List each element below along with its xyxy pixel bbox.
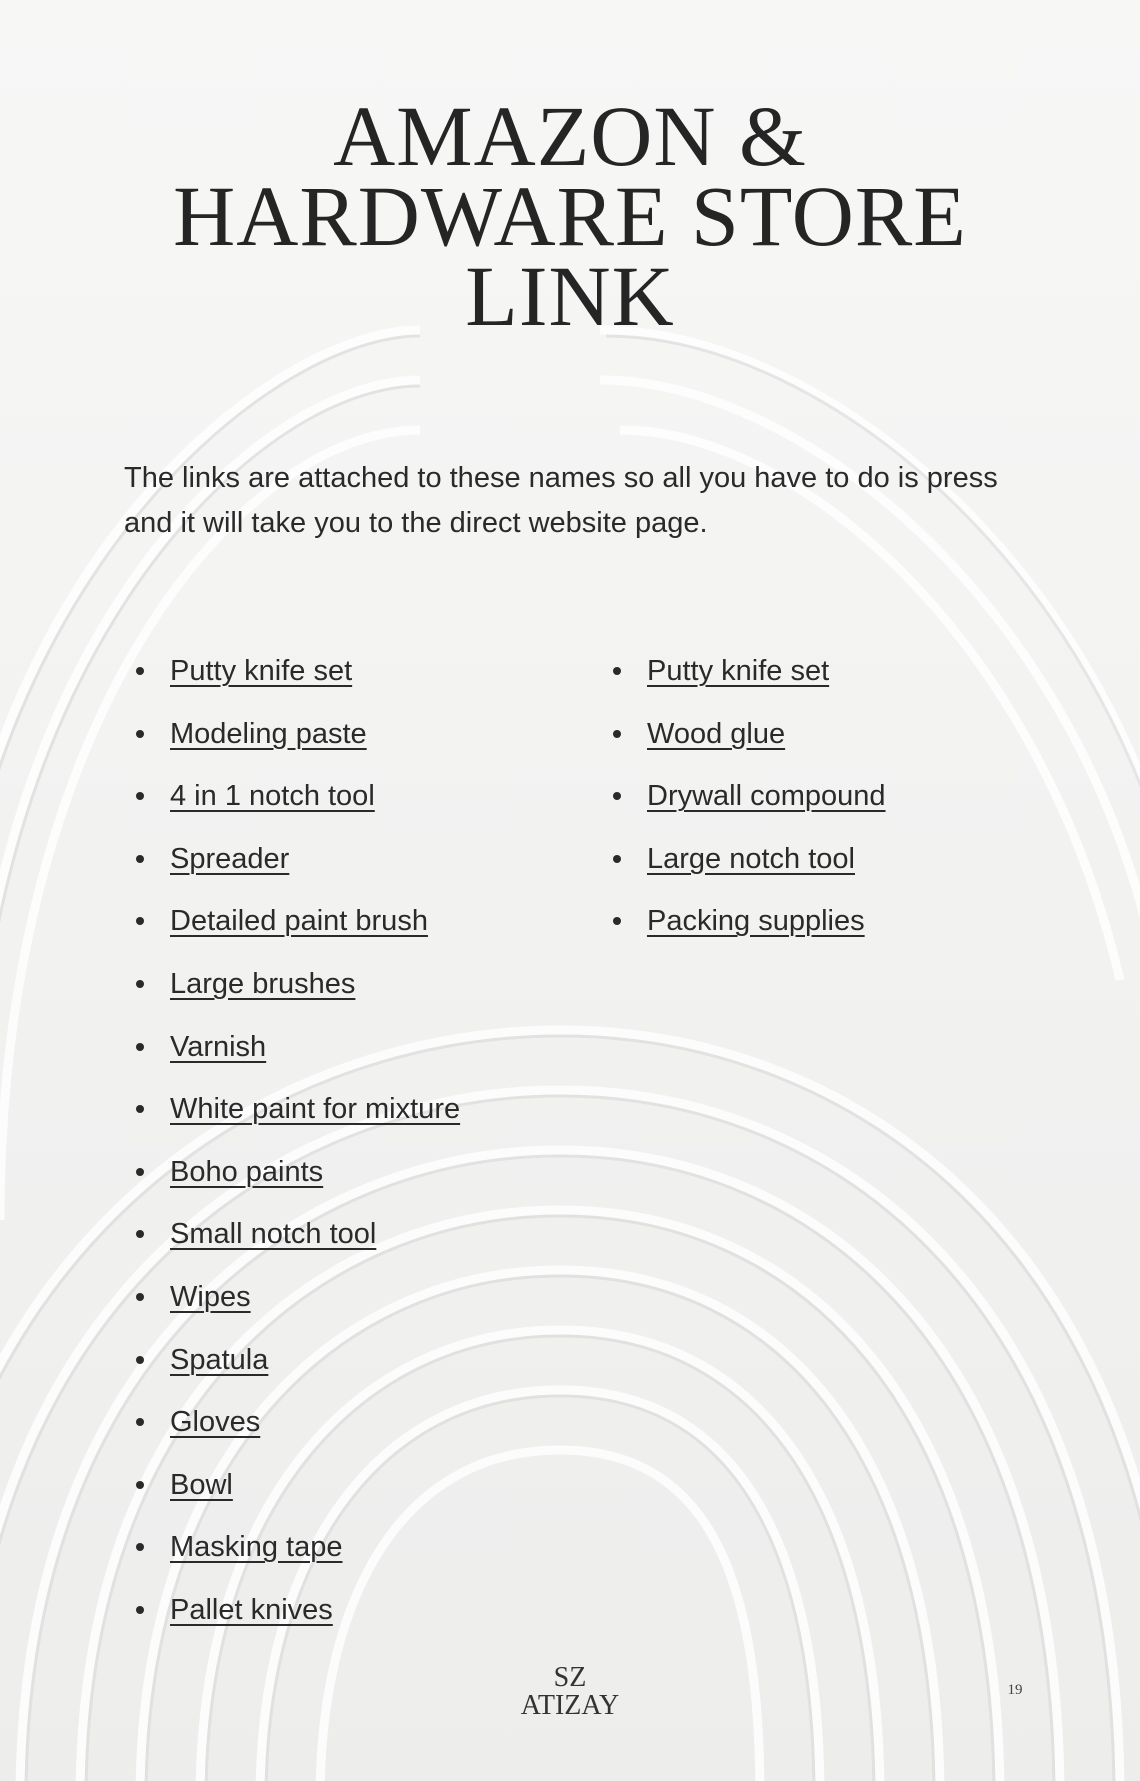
link-gloves[interactable]: Gloves (170, 1406, 261, 1439)
link-varnish[interactable]: Varnish (170, 1030, 267, 1063)
list-item (132, 1276, 460, 1339)
link-putty-knife-set[interactable]: Putty knife set (170, 655, 353, 687)
list-item (132, 1339, 460, 1402)
bullet-icon (613, 792, 621, 800)
bullet-icon (613, 917, 621, 925)
list-item (132, 1088, 460, 1151)
list-item (132, 963, 460, 1026)
list-item (132, 900, 460, 963)
list-item (609, 900, 886, 963)
list-item (132, 1589, 460, 1652)
brand-logo (470, 1664, 670, 1720)
bullet-icon (136, 1356, 144, 1364)
link-white-paint-for-mixture[interactable]: White paint for mixture (170, 1093, 461, 1126)
page-title (0, 88, 1140, 344)
list-item (609, 775, 886, 838)
list-item (609, 713, 886, 776)
logo-line-2: ATIZAY (520, 1690, 620, 1721)
bullet-icon (136, 1105, 144, 1113)
link-boho-paints[interactable]: Boho paints (170, 1155, 324, 1188)
bullet-icon (613, 730, 621, 738)
bullet-icon (136, 1543, 144, 1551)
bullet-icon (136, 1418, 144, 1426)
link-detailed-paint-brush[interactable]: Detailed paint brush (170, 905, 428, 938)
link-spreader[interactable]: Spreader (170, 842, 290, 875)
list-item (132, 1213, 460, 1276)
bullet-icon (136, 1230, 144, 1238)
bullet-icon (136, 730, 144, 738)
list-item (609, 838, 886, 901)
link-list-left (132, 650, 460, 1652)
bullet-icon (136, 667, 144, 675)
list-item (132, 1464, 460, 1527)
page-title-line-3: LINK (465, 248, 675, 344)
link-wipes[interactable]: Wipes (170, 1280, 251, 1313)
link-spatula[interactable]: Spatula (170, 1343, 269, 1376)
page-number: 19 (1007, 1682, 1023, 1698)
list-item (132, 838, 460, 901)
list-item (609, 650, 886, 713)
bullet-icon (613, 667, 621, 675)
link-large-notch-tool[interactable]: Large notch tool (647, 842, 855, 875)
list-item (132, 650, 460, 713)
bullet-icon (136, 1168, 144, 1176)
bullet-icon (136, 792, 144, 800)
list-item (132, 1151, 460, 1214)
link-pallet-knives[interactable]: Pallet knives (170, 1593, 333, 1626)
bullet-icon (136, 980, 144, 988)
list-item (132, 1401, 460, 1464)
link-putty-knife-set-2[interactable]: Putty knife set (647, 655, 830, 687)
list-item (132, 775, 460, 838)
bullet-icon (136, 917, 144, 925)
logo-line-1: SZ (553, 1662, 587, 1693)
intro-paragraph: The links are attached to these names so all you have to do is press and it will take you to the direct website page. (124, 462, 998, 539)
link-bowl[interactable]: Bowl (170, 1468, 233, 1501)
list-item (132, 713, 460, 776)
bullet-icon (136, 1606, 144, 1614)
page-title-line-2: HARDWARE STORE (173, 168, 967, 264)
link-masking-tape[interactable]: Masking tape (170, 1531, 343, 1564)
link-large-brushes[interactable]: Large brushes (170, 967, 356, 1000)
page-title-line-1: AMAZON & (333, 88, 807, 184)
link-drywall-compound[interactable]: Drywall compound (647, 780, 886, 813)
bullet-icon (136, 1043, 144, 1051)
link-packing-supplies[interactable]: Packing supplies (647, 905, 865, 938)
bullet-icon (613, 855, 621, 863)
link-modeling-paste[interactable]: Modeling paste (170, 717, 367, 750)
link-wood-glue[interactable]: Wood glue (647, 717, 786, 750)
list-item (132, 1526, 460, 1589)
list-item (132, 1026, 460, 1089)
bullet-icon (136, 1293, 144, 1301)
link-4-in-1-notch-tool[interactable]: 4 in 1 notch tool (170, 780, 375, 813)
link-small-notch-tool[interactable]: Small notch tool (170, 1218, 377, 1251)
link-list-right (609, 650, 886, 963)
bullet-icon (136, 855, 144, 863)
bullet-icon (136, 1481, 144, 1489)
